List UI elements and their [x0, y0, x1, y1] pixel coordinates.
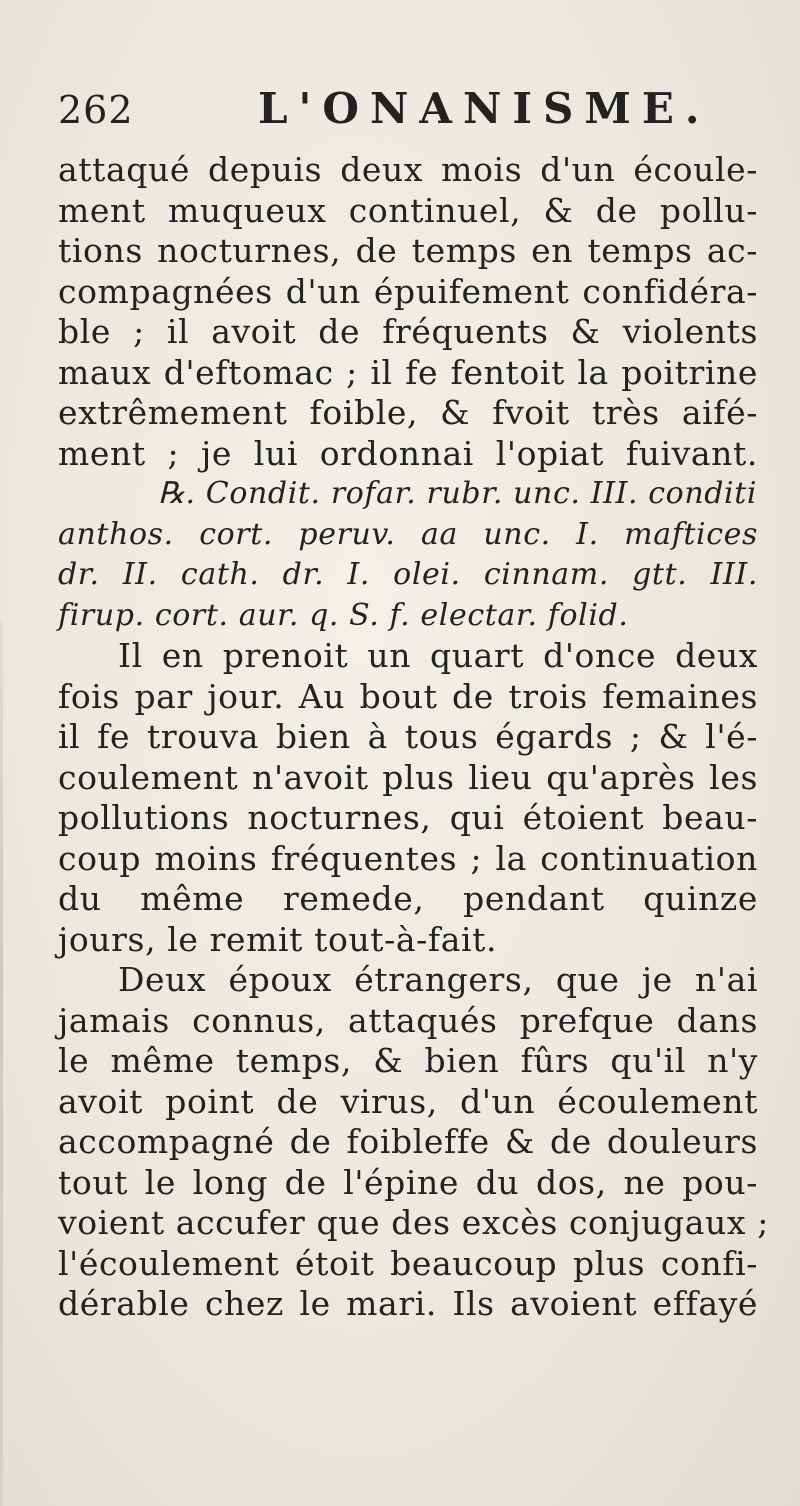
running-title: L'ONANISME.	[258, 84, 711, 133]
text-line: jamais connus, attaqués prefque dans	[58, 1000, 758, 1040]
body-text	[58, 150, 769, 1325]
text-line: coulement n'avoit plus lieu qu'après les	[58, 757, 758, 797]
page-header	[58, 84, 711, 134]
text-line: jours, le remit tout-à-fait.	[58, 919, 498, 959]
text-line: du même remede, pendant quinze	[58, 879, 758, 918]
text-line: le même temps, & bien fûrs qu'il n'y	[58, 1041, 758, 1080]
prescription-line: ℞. Condit. rofar. rubr. unc. III. conditi	[158, 476, 758, 511]
text-line: voient accufer que des excès conjugaux ;	[58, 1203, 769, 1242]
prescription-line: anthos. cort. peruv. aa unc. I. maftices	[58, 516, 758, 552]
text-line: coup moins fréquentes ; la continuation	[58, 838, 758, 878]
text-line: ment ; je lui ordonnai l'opiat fuivant.	[58, 433, 758, 473]
text-line: extrêmement foible, & fvoit très aifé-	[58, 393, 758, 432]
text-line: il fe trouva bien à tous égards ; & l'é-	[58, 717, 758, 756]
page-number: 262	[58, 88, 134, 132]
text-line: avoit point de virus, d'un écoulement	[58, 1081, 758, 1121]
text-line: tout le long de l'épine du dos, ne pou-	[58, 1162, 758, 1202]
text-line: Deux époux étrangers, que je n'ai	[118, 960, 758, 999]
text-line: l'écoulement étoit beaucoup plus confi-	[58, 1243, 758, 1283]
text-line: maux d'eftomac ; il fe fentoit la poitrine	[58, 352, 758, 392]
prescription-line: firup. cort. aur. q. S. f. electar. folid.	[58, 597, 629, 633]
text-line: ble ; il avoit de fréquents & violents	[58, 312, 758, 351]
text-line: fois par jour. Au bout de trois femaines	[58, 676, 758, 716]
text-line: Il en prenoit un quart d'once deux	[118, 636, 758, 675]
text-line: ment muqueux continuel, & de pollu-	[58, 190, 758, 230]
prescription-line: dr. II. cath. dr. I. olei. cinnam. gtt. III.	[58, 557, 758, 592]
text-line: tions nocturnes, de temps en temps ac-	[58, 231, 758, 270]
text-line: compagnées d'un épuifement confidéra-	[58, 271, 758, 311]
text-line: attaqué depuis deux mois d'un écoule-	[58, 150, 758, 189]
page-edge	[0, 620, 3, 1506]
text-line: dérable chez le mari. Ils avoient effayé	[58, 1284, 758, 1323]
text-line: pollutions nocturnes, qui étoient beau-	[58, 798, 758, 837]
text-line: accompagné de foibleffe & de douleurs	[58, 1122, 758, 1161]
